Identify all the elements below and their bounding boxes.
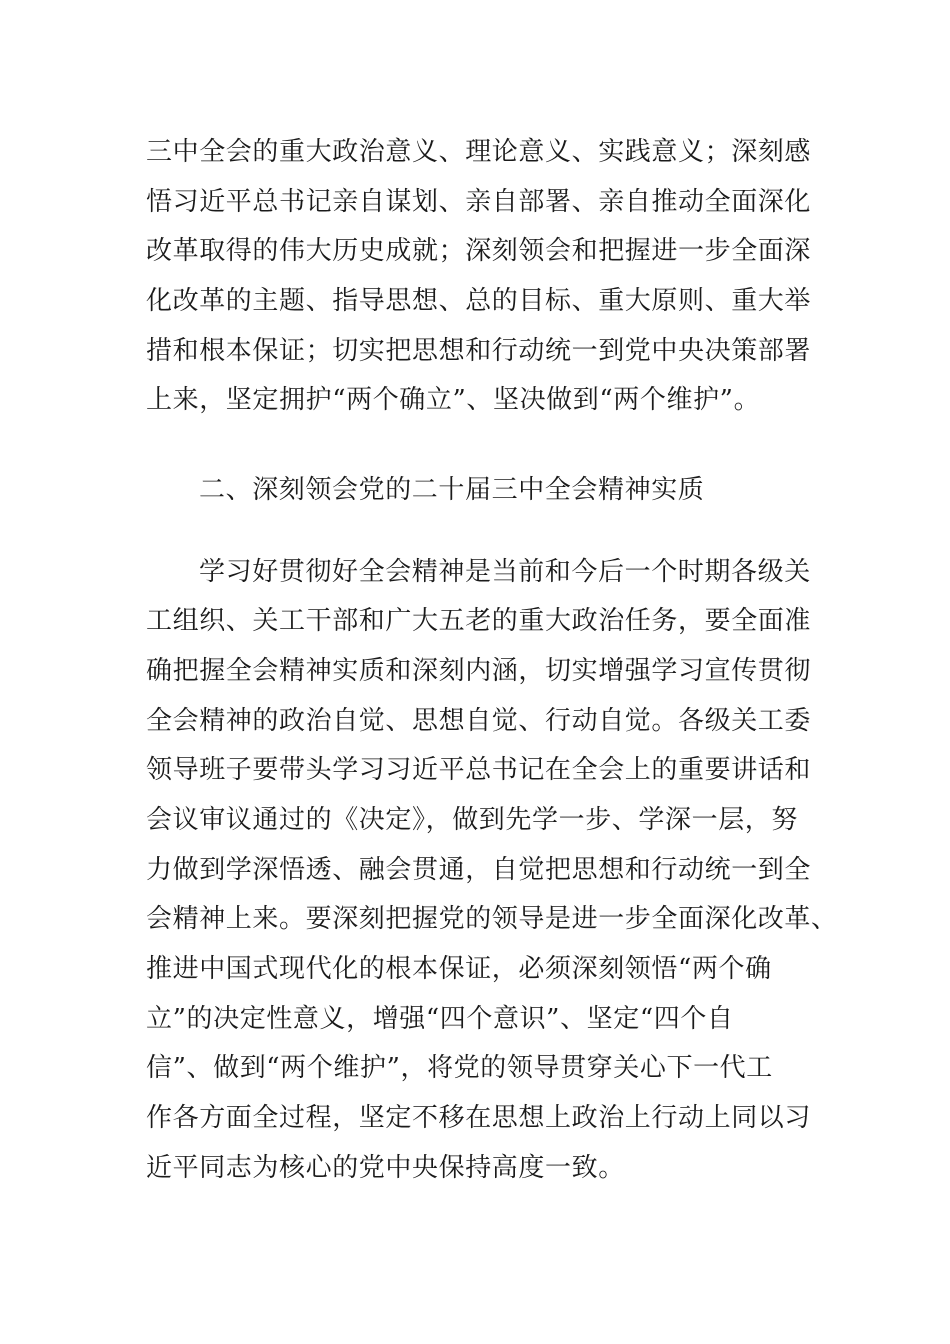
paragraph-2-line-10: 立”的决定性意义，增强“四个意识”、坚定“四个自 xyxy=(146,1004,734,1034)
paragraph-2-line-8: 会精神上来。要深刻把握党的领导是进一步全面深化改革、 xyxy=(146,904,838,934)
paragraph-1-line-5: 措和根本保证；切实把思想和行动统一到党中央决策部署 xyxy=(146,336,812,366)
paragraph-1-line-2: 悟习近平总书记亲自谋划、亲自部署、亲自推动全面深化 xyxy=(146,187,812,217)
paragraph-2-line-1: 学习好贯彻好全会精神是当前和今后一个时期各级关 xyxy=(199,557,811,587)
paragraph-2-line-12: 作各方面全过程，坚定不移在思想上政治上行动上同以习 xyxy=(146,1103,812,1133)
paragraph-2-line-4: 全会精神的政治自觉、思想自觉、行动自觉。各级关工委 xyxy=(146,706,812,736)
paragraph-2-line-5: 领导班子要带头学习习近平总书记在全会上的重要讲话和 xyxy=(146,755,812,785)
paragraph-2-line-6: 会议审议通过的《决定》，做到先学一步、学深一层，努 xyxy=(146,805,799,835)
paragraph-1-line-1: 三中全会的重大政治意义、理论意义、实践意义；深刻感 xyxy=(146,137,812,167)
paragraph-1-line-4: 化改革的主题、指导思想、总的目标、重大原则、重大举 xyxy=(146,286,812,316)
paragraph-2-line-7: 力做到学深悟透、融会贯通，自觉把思想和行动统一到全 xyxy=(146,855,812,885)
paragraph-1-line-3: 改革取得的伟大历史成就；深刻领会和把握进一步全面深 xyxy=(146,236,812,266)
paragraph-2-line-9: 推进中国式现代化的根本保证，必须深刻领悟“两个确 xyxy=(146,954,772,984)
paragraph-2-line-2: 工组织、关工干部和广大五老的重大政治任务，要全面准 xyxy=(146,606,812,636)
section-heading: 二、深刻领会党的二十届三中全会精神实质 xyxy=(199,475,705,505)
paragraph-2-line-11: 信”、做到“两个维护”，将党的领导贯穿关心下一代工 xyxy=(146,1053,773,1083)
paragraph-2-line-13: 近平同志为核心的党中央保持高度一致。 xyxy=(146,1153,625,1183)
paragraph-1-line-6: 上来，坚定拥护“两个确立”、坚决做到“两个维护”。 xyxy=(146,385,761,415)
paragraph-2-line-3: 确把握全会精神实质和深刻内涵，切实增强学习宣传贯彻 xyxy=(146,656,812,686)
